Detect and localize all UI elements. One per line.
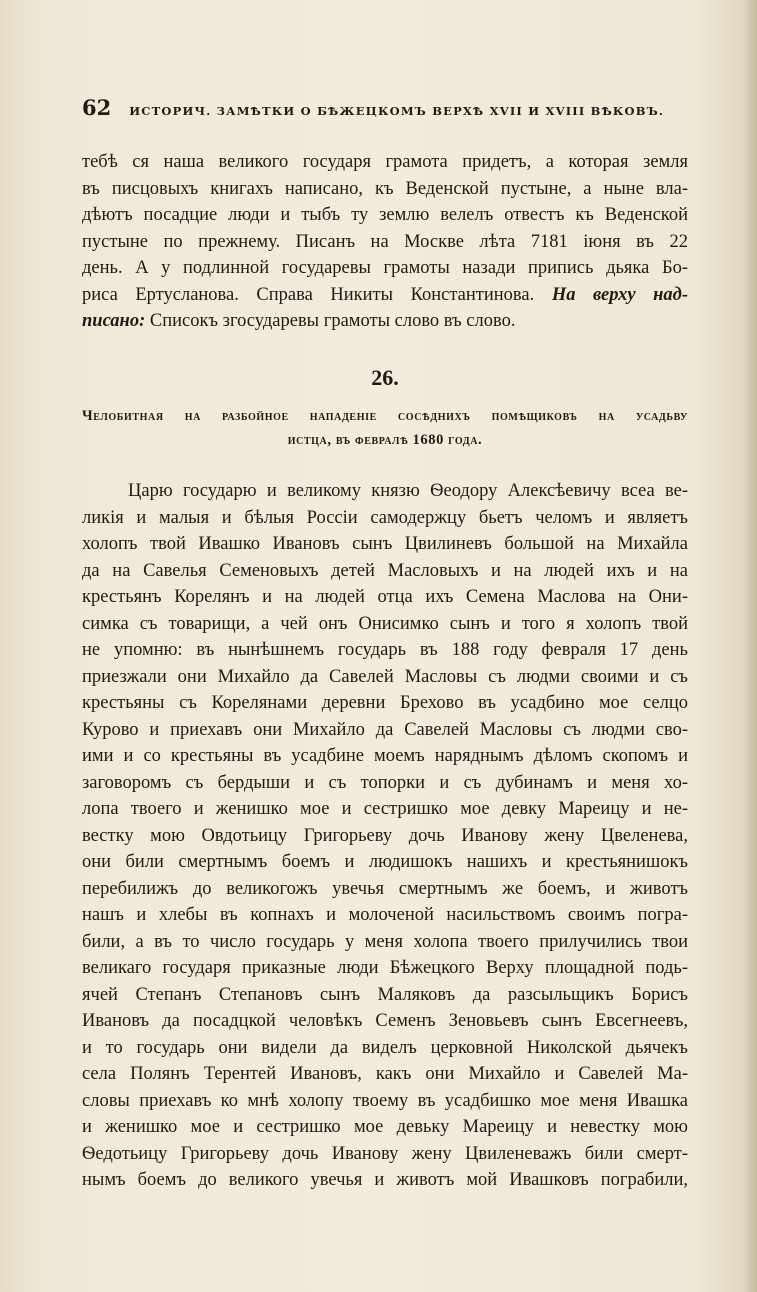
text-line: ячей Степанъ Степановъ сынъ Маляковъ да разсыльщикъ Борисъ [82,984,688,1005]
title-line: истца, въ февралѣ 1680 года. [287,432,483,448]
text-line: вестку мою Овдотьицу Григорьеву дочь Иванову жену Цвеленева, [82,825,688,846]
italic-note: писано: [82,311,146,331]
text-line: и то государь они видели да виделъ церковной Николской дьячекъ [82,1037,688,1058]
text-line: лопа твоего и женишко мое и сестришко мое девку Мареицу и не- [82,799,688,819]
text-line: Царю государю и великому князю Ѳеодору Алексѣевичу всеа ве- [128,481,688,501]
text-line: села Полянъ Терентей Ивановъ, какъ они Михайло и Савелей Ма- [82,1064,688,1084]
text-fragment: Списокъ згосударевы грамоты слово въ слово. [149,311,516,331]
text-line: симка съ товарищи, а чей онъ Онисимко сынъ и того я холопъ твой [82,613,688,634]
text-line: крестьянъ Корелянъ и на людей отца ихъ Семена Маслова на Они- [82,587,688,607]
text-line: ими и со крестьяны въ усадбине моемъ наряднымъ дѣломъ скопомъ и [82,746,688,766]
title-line: Челобитная на разбойное нападеніе сосѣднихъ помѣщиковъ на усадьву [82,408,688,424]
text-line: перебилижъ до великогожъ увечья смертнымъ же боемъ, и животъ [82,878,688,899]
text-line: заговоромъ съ бердыши и съ топорки и съ дубинамъ и меня хо- [82,772,688,793]
page-header [82,95,682,120]
text-line: крестьяны съ Корелянами деревни Брехово въ усадбино мое селцо [82,693,688,713]
text-line [82,308,688,335]
text-line: дѣютъ посадцие люди и тыбъ ту землю велелъ отвестъ къ Веденской [82,205,688,225]
text-fragment: риса Ертусланова. Справа Никиты Константинова. [82,284,535,305]
text-line: день. А у подлинной государевы грамоты назади припись дьяка Бо- [82,258,688,278]
text-line: нашъ и хлебы въ копнахъ и молоченой насильствомъ своимъ погра- [82,905,688,925]
text-line: пустыне по прежнему. Писанъ на Москве лѣта 7181 іюня въ 22 [82,231,688,252]
text-line: въ писцовыхъ книгахъ написано, къ Веденской пустыне, а ныне вла- [82,178,688,199]
page-gutter-shadow [743,0,757,1292]
text-line: словы приехавъ ко мнѣ холопу твоему въ усадбишко мое меня Ивашка [82,1090,688,1111]
text-line: Ивановъ да посадцкой человѣкъ Семенъ Зеновьевъ сынъ Евсегнеевъ, [82,1011,688,1031]
text-line: и женишко мое и сестришко мое девьку Мареицу и невестку мою [82,1117,688,1137]
text-line: ликія и малыя и бѣлыя Россіи самодержцу бьетъ челомъ и являетъ [82,507,688,528]
text-line: да на Савелья Семеновыхъ детей Масловыхъ и на людей ихъ и на [82,560,688,581]
text-line: не упомню: въ нынѣшнемъ государь въ 188 году февраля 17 день [82,640,688,660]
text-line: Ѳедотьицу Григорьеву дочь Иванову жену Цвиленеважъ били смерт- [82,1143,688,1164]
text-line: великаго государя приказные люди Бѣжецкого Верху площадной подь- [82,958,688,978]
text-line: приезжали они Михайло да Савелей Масловы съ людми своими и съ [82,666,688,687]
body-paragraph [82,478,688,1194]
text-line: нымъ боемъ до великого увечья и животъ мой Ивашковъ пограбили, [82,1170,688,1190]
text-line [82,282,688,309]
text-line: они били смертнымъ боемъ и людишокъ нашихъ и крестьянишокъ [82,852,688,872]
text-line: холопъ твой Ивашко Ивановъ сынъ Цвилиневъ большой на Михайла [82,534,688,554]
document-title [82,404,688,452]
text-line: били, а въ то число государь у меня холопа твоего прилучились твои [82,931,688,952]
text-line: Курово и приехавъ они Михайло да Савелей Масловы съ людми сво- [82,719,688,740]
page-number: 62 [82,95,112,120]
italic-note: На верху над- [551,284,688,305]
continuation-paragraph [82,149,688,335]
section-number: 26. [371,365,399,390]
text-line: тебѣ ся наша великого государя грамота придетъ, а которая земля [82,152,688,172]
running-head: ИСТОРИЧ. ЗАМѢТКИ О БѢЖЕЦКОМЪ ВЕРХѢ XVII И XVIII ВѢКОВЪ. [129,104,665,118]
